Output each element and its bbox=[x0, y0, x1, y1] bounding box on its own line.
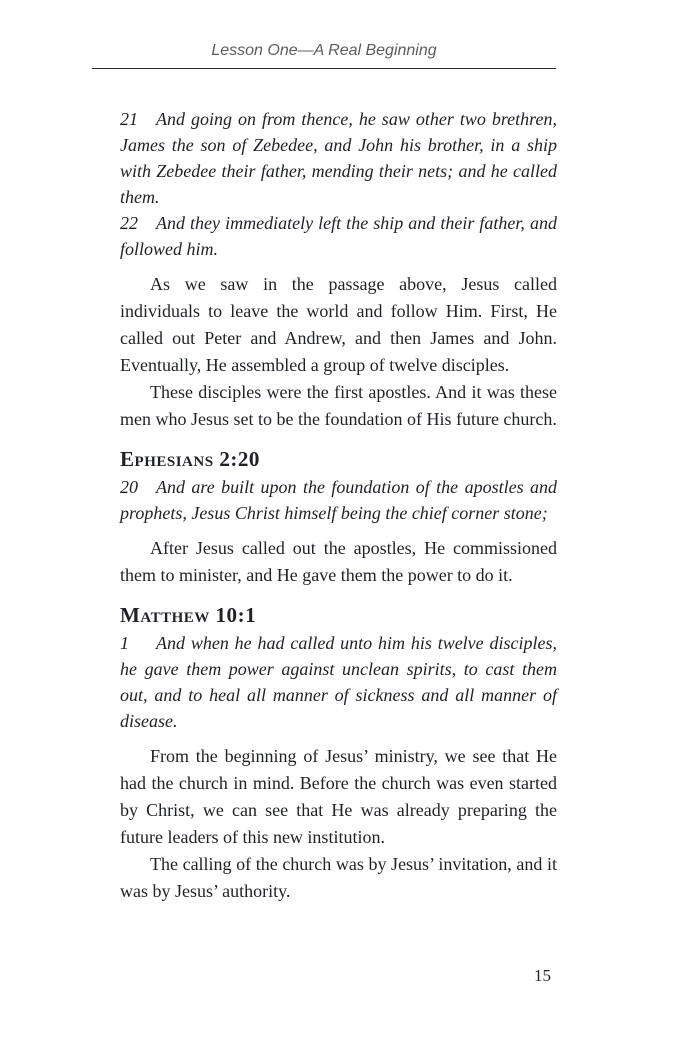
paragraph: As we saw in the passage above, Jesus called individuals to leave the world and follow Him. First, He called out Peter and Andrew, and then James and John. Eventually, He assembled a group of twelve disciples. bbox=[120, 274, 557, 375]
verse-number: 21 bbox=[120, 109, 138, 129]
verse bbox=[120, 474, 557, 526]
paragraph: These disciples were the first apostles. And it was these men who Jesus set to be the foundation of His future church. bbox=[120, 382, 557, 429]
scripture-reference-heading: Ephesians 2:20 bbox=[120, 447, 260, 471]
scripture-passage-matthew-10 bbox=[120, 602, 557, 734]
scripture-passage-ephesians bbox=[120, 446, 557, 526]
running-header bbox=[92, 42, 556, 69]
paragraph: After Jesus called out the apostles, He commissioned them to minister, and He gave them the power to do it. bbox=[120, 538, 557, 585]
verse-text: And when he had called unto him his twelve disciples, he gave them power against unclean spirits, to cast them out, and to heal all manner of sickness and all manner of disease. bbox=[120, 633, 557, 731]
verse-number: 20 bbox=[120, 477, 138, 497]
verse bbox=[120, 630, 557, 734]
commentary-block bbox=[120, 271, 557, 433]
verse-number: 22 bbox=[120, 213, 138, 233]
verse-number: 1 bbox=[120, 633, 129, 653]
commentary-block bbox=[120, 743, 557, 905]
verse bbox=[120, 106, 557, 210]
page-number: 15 bbox=[534, 966, 551, 985]
page-footer bbox=[120, 966, 551, 986]
verse-text: And going on from thence, he saw other two brethren, James the son of Zebedee, and John his brother, in a ship with Zebedee their father, mending their nets; and he called them. bbox=[120, 109, 557, 207]
paragraph: From the beginning of Jesus’ ministry, we see that He had the church in mind. Before the church was even started by Christ, we can see that He was already preparing the future leaders of this new institution. bbox=[120, 746, 557, 847]
verse-text: And are built upon the foundation of the apostles and prophets, Jesus Christ himself being the chief corner stone; bbox=[120, 477, 557, 523]
verse bbox=[120, 210, 557, 262]
page-content bbox=[120, 106, 557, 905]
verse-text: And they immediately left the ship and their father, and followed him. bbox=[120, 213, 557, 259]
commentary-block bbox=[120, 535, 557, 589]
scripture-reference-heading: Matthew 10:1 bbox=[120, 603, 257, 627]
paragraph: The calling of the church was by Jesus’ invitation, and it was by Jesus’ authority. bbox=[120, 854, 557, 901]
running-header-title: Lesson One—A Real Beginning bbox=[211, 42, 437, 59]
scripture-passage-opening bbox=[120, 106, 557, 262]
